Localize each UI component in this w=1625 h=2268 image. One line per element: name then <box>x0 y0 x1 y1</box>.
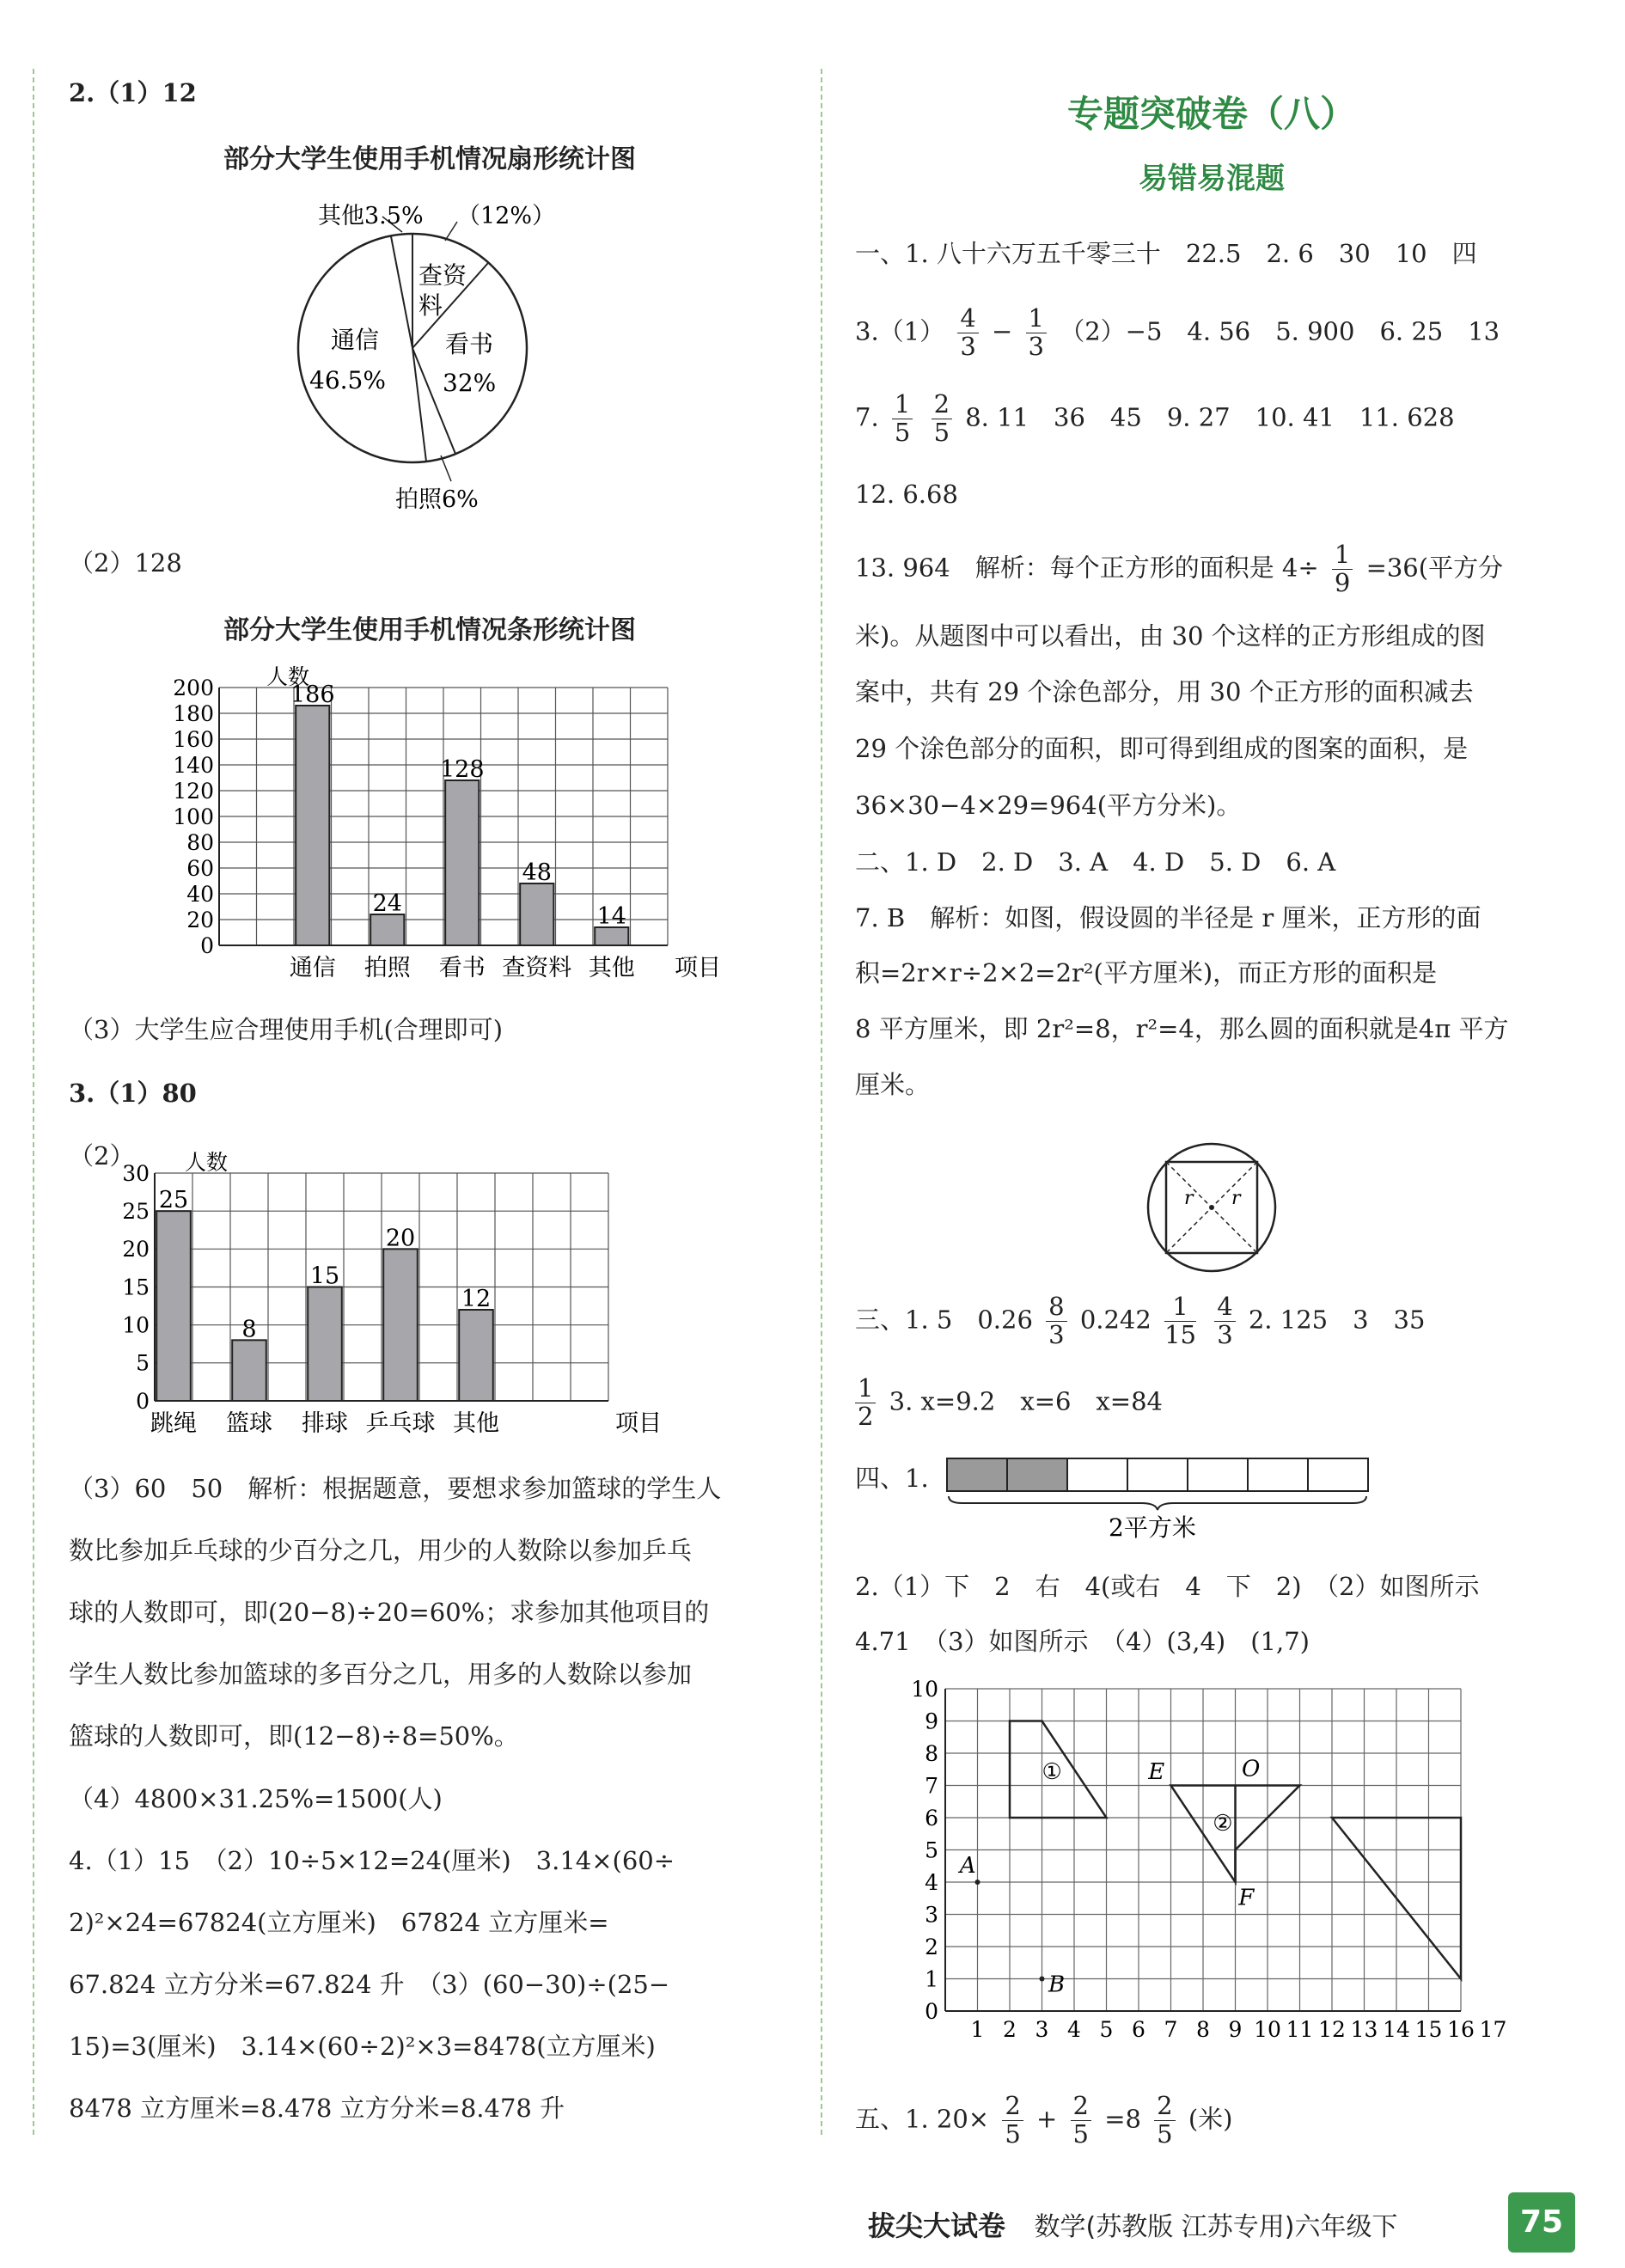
x-tick-label: 6 <box>1132 2017 1145 2042</box>
category-label: 乒乓球 <box>365 1410 436 1437</box>
q4-line-5: 8478 立方厘米=8.478 立方分米=8.478 升 <box>69 2094 565 2123</box>
fraction: $\frac{2}{5}$ <box>1002 2093 1023 2149</box>
q4-line-3: 67.824 立方分米=67.824 升 （3）(60−30)÷(25− <box>69 1970 670 1999</box>
q3-1: 3.（1）80 <box>69 1079 197 1108</box>
bar-data-label: 48 <box>522 859 552 886</box>
x-tick-label: 9 <box>1228 2017 1243 2042</box>
y-tick-label: 8 <box>925 1741 938 1766</box>
left-margin-line <box>33 69 34 2135</box>
bar-data-label: 15 <box>309 1262 340 1290</box>
pie-leader-research <box>445 222 457 241</box>
s2-line5: 厘米。 <box>855 1070 931 1099</box>
x-tick-label: 3 <box>1035 2017 1049 2042</box>
q3-3-line-1: （3）60 50 解析：根据题意，要想求参加篮球的学生人 <box>69 1474 722 1503</box>
pie-chart <box>258 198 602 524</box>
fraction: $\frac{1}{3}$ <box>1026 305 1047 361</box>
section-subtitle: 易错易混题 <box>1139 162 1285 196</box>
radius-label-1: r <box>1184 1188 1194 1209</box>
s1-line8: 29 个涂色部分的面积，即可得到组成的图案的面积，是 <box>855 734 1469 763</box>
s2-line2: 7. B 解析：如图，假设圆的半径是 r 厘米，正方形的面 <box>855 903 1481 932</box>
bar-chart-1 <box>155 649 721 984</box>
x-tick-label: 17 <box>1479 2017 1507 2042</box>
s2-line1: 二、1. D 2. D 3. A 4. D 5. D 6. A <box>855 847 1336 877</box>
y-tick-label: 5 <box>925 1837 938 1863</box>
y-tick-label: 100 <box>173 804 214 829</box>
fraction: $\frac{2}{5}$ <box>1071 2093 1091 2149</box>
point-B <box>1040 1977 1045 1982</box>
fraction: $\frac{8}{3}$ <box>1046 1293 1066 1349</box>
q2-2: （2）128 <box>69 548 182 578</box>
label-O: O <box>1242 1756 1261 1782</box>
s1-line7: 案中，共有 29 个涂色部分，用 30 个正方形的面积减去 <box>855 677 1474 706</box>
s1-line5: 13. 964 解析：每个正方形的面积是 4÷ $\frac{1}{9}$ =36(平方分 <box>855 540 1504 597</box>
s1-line2: 3.（1） $\frac{4}{3}$ − $\frac{1}{3}$ （2）−5 4. 56 5. 900 6. 25 13 <box>855 303 1500 361</box>
pie-label-research-pct: （12%） <box>457 203 556 229</box>
y-tick-label: 0 <box>136 1388 150 1414</box>
bar-chart-1-title: 部分大学生使用手机情况条形统计图 <box>223 615 636 645</box>
pie-label-research-2: 料 <box>418 291 443 320</box>
category-label: 查资料 <box>502 955 572 981</box>
label-F: F <box>1238 1885 1255 1911</box>
y-axis-label: 人数 <box>185 1150 229 1175</box>
s4-line1: 四、1. <box>855 1464 929 1493</box>
x-tick-label: 10 <box>1254 2017 1281 2042</box>
y-tick-label: 80 <box>186 829 214 855</box>
category-label: 篮球 <box>226 1410 272 1437</box>
y-tick-label: 3 <box>925 1902 938 1928</box>
bar <box>459 1310 493 1401</box>
q4-line-1: 4.（1）15 （2）10÷5×12=24(厘米) 3.14×(60÷ <box>69 1846 675 1875</box>
category-label: 排球 <box>302 1410 348 1437</box>
y-tick-label: 7 <box>925 1773 938 1799</box>
bar-data-label: 14 <box>596 903 626 930</box>
radius-label-2: r <box>1231 1188 1241 1209</box>
footer <box>868 2204 1398 2244</box>
bar <box>445 780 479 945</box>
y-tick-label: 9 <box>925 1709 938 1734</box>
bar-chart-2 <box>112 1139 662 1448</box>
category-label: 通信 <box>289 955 336 981</box>
q3-4: （4）4800×31.25%=1500(人) <box>69 1784 443 1813</box>
y-axis-label: 人数 <box>266 664 310 689</box>
s1-line1: 一、1. 八十六万五千零三十 22.5 2. 6 30 10 四 <box>855 239 1477 268</box>
coordinate-grid <box>894 1672 1547 2058</box>
y-tick-label: 25 <box>122 1198 150 1224</box>
label-shape-2: ② <box>1213 1811 1233 1837</box>
pie-label-comm-2: 46.5% <box>309 366 386 394</box>
x-axis-label: 项目 <box>615 1410 662 1437</box>
category-label: 拍照 <box>363 955 411 981</box>
s2-line4: 8 平方厘米，即 2r²=8，r²=4，那么圆的面积就是4π 平方 <box>855 1014 1509 1043</box>
y-tick-label: 180 <box>173 700 214 726</box>
x-tick-label: 8 <box>1196 2017 1210 2042</box>
y-tick-label: 20 <box>122 1237 150 1262</box>
category-label: 跳绳 <box>150 1410 197 1437</box>
y-tick-label: 0 <box>925 1999 938 2024</box>
bar <box>595 927 628 945</box>
x-tick-label: 4 <box>1067 2017 1081 2042</box>
category-label: 其他 <box>453 1410 499 1437</box>
y-tick-label: 40 <box>186 881 214 907</box>
s1-line9: 36×30−4×29=964(平方分米)。 <box>855 791 1242 820</box>
s1-line3: 7. $\frac{1}{5}$ $\frac{2}{5}$ 8. 11 36 45 9. 27 10. 41 11. 628 <box>855 389 1455 447</box>
q3-3-line-2: 数比参加乒乓球的少百分之几，用少的人数除以参加乒乓 <box>69 1536 693 1565</box>
q3-2: （2） <box>69 1141 135 1171</box>
pie-slice-boundary <box>391 236 412 348</box>
s2-line3: 积=2r×r÷2×2=2r²(平方厘米)，而正方形的面积是 <box>855 958 1438 987</box>
bar-data-label: 24 <box>372 890 402 917</box>
bar <box>520 883 553 945</box>
pie-chart-title: 部分大学生使用手机情况扇形统计图 <box>223 144 636 174</box>
x-tick-label: 5 <box>1099 2017 1114 2042</box>
y-tick-label: 60 <box>186 855 214 881</box>
bar <box>232 1340 266 1401</box>
y-tick-label: 140 <box>173 752 214 778</box>
page-number: 75 <box>1508 2192 1575 2253</box>
y-tick-label: 10 <box>911 1677 938 1702</box>
x-tick-label: 2 <box>1003 2017 1017 2042</box>
y-tick-label: 30 <box>122 1160 150 1186</box>
pie-leader-photo <box>441 455 451 481</box>
s4-line3: 4.71 （3）如图所示 （4）(3,4) (1,7) <box>855 1627 1310 1656</box>
y-tick-label: 200 <box>173 675 214 700</box>
y-tick-label: 4 <box>925 1870 938 1895</box>
x-axis-label: 项目 <box>675 955 721 981</box>
q3-3-line-5: 篮球的人数即可，即(12−8)÷8=50%。 <box>69 1721 519 1751</box>
pie-label-other: 其他3.5% <box>318 203 424 229</box>
y-tick-label: 6 <box>925 1806 938 1831</box>
q4-line-4: 15)=3(厘米) 3.14×(60÷2)²×3=8478(立方厘米) <box>69 2032 656 2061</box>
column-divider <box>821 69 822 2135</box>
x-tick-label: 11 <box>1286 2017 1314 2042</box>
bar-data-label: 12 <box>461 1286 492 1312</box>
label-shape-1: ① <box>1042 1759 1062 1785</box>
category-label: 看书 <box>438 955 486 981</box>
footer-text: 数学(苏教版 江苏专用)六年级下 <box>1034 2212 1398 2242</box>
fraction: $\frac{2}{5}$ <box>1154 2093 1175 2149</box>
circle-square-figure <box>1143 1139 1280 1276</box>
y-tick-label: 15 <box>122 1275 150 1300</box>
bar-data-label: 128 <box>439 756 485 783</box>
category-label: 其他 <box>588 955 635 981</box>
y-tick-label: 160 <box>173 726 214 752</box>
x-tick-label: 1 <box>970 2017 985 2042</box>
q4-line-2: 2)²×24=67824(立方厘米) 67824 立方厘米= <box>69 1908 609 1937</box>
bar-data-label: 20 <box>385 1225 416 1252</box>
x-tick-label: 13 <box>1350 2017 1378 2042</box>
label-B: B <box>1048 1972 1066 1998</box>
y-tick-label: 5 <box>136 1350 150 1376</box>
fraction: $\frac{1}{5}$ <box>892 391 913 447</box>
bar-data-label: 186 <box>290 682 335 708</box>
fraction: $\frac{4}{3}$ <box>1214 1293 1235 1349</box>
point-A <box>975 1880 980 1885</box>
section-title: 专题突破卷（八） <box>1066 93 1356 135</box>
y-tick-label: 120 <box>173 778 214 804</box>
bar <box>370 914 404 945</box>
y-tick-label: 2 <box>925 1935 938 1959</box>
y-tick-label: 20 <box>186 907 214 932</box>
pie-label-photo: 拍照6% <box>395 486 479 513</box>
fraction: $\frac{2}{5}$ <box>932 391 952 447</box>
pie-label-comm-1: 通信 <box>331 326 380 354</box>
x-tick-label: 14 <box>1383 2017 1410 2042</box>
bar-data-label: 8 <box>241 1316 257 1343</box>
label-A: A <box>959 1852 976 1879</box>
s3-line2: $\frac{1}{2}$ 3. x=9.2 x=6 x=84 <box>855 1375 1163 1431</box>
label-E: E <box>1148 1759 1165 1785</box>
y-tick-label: 10 <box>122 1312 150 1338</box>
bar-data-label: 25 <box>158 1187 189 1214</box>
y-tick-label: 0 <box>200 932 214 958</box>
bar <box>383 1249 418 1401</box>
x-tick-label: 12 <box>1318 2017 1346 2042</box>
q3-3-line-4: 学生人数比参加篮球的多百分之几，用多的人数除以参加 <box>69 1660 693 1689</box>
fraction: $\frac{4}{3}$ <box>957 305 978 361</box>
q2-1: 2.（1）12 <box>69 78 197 107</box>
pie-label-read-1: 看书 <box>445 330 494 358</box>
q2-3: （3）大学生应合理使用手机(合理即可) <box>69 1015 504 1044</box>
q3-3-line-3: 球的人数即可，即(20−8)÷20=60%；求参加其他项目的 <box>69 1598 710 1627</box>
pie-label-research-1: 查资 <box>418 261 467 290</box>
s1-line6: 米)。从题图中可以看出，由 30 个这样的正方形组成的图 <box>855 621 1486 651</box>
x-tick-label: 7 <box>1164 2017 1178 2042</box>
y-tick-label: 1 <box>925 1966 938 1992</box>
bar <box>296 706 329 945</box>
strip-label: 2平方米 <box>1109 1513 1196 1542</box>
pie-label-read-2: 32% <box>443 369 497 397</box>
s1-line4: 12. 6.68 <box>855 480 958 509</box>
s4-line2: 2.（1）下 2 右 4(或右 4 下 2) （2）如图所示 <box>855 1572 1480 1601</box>
fraction: $\frac{1}{2}$ <box>855 1375 876 1431</box>
footer-brand: 拔尖大试卷 <box>868 2210 1006 2242</box>
fraction: $\frac{1}{15}$ <box>1164 1292 1196 1349</box>
x-tick-label: 15 <box>1414 2017 1443 2042</box>
bar <box>156 1211 191 1401</box>
fraction: $\frac{1}{9}$ <box>1332 541 1353 597</box>
bar <box>308 1287 342 1402</box>
s5-line1: 五、1. 20× $\frac{2}{5}$ + $\frac{2}{5}$ =8 $\frac{2}{5}$ (米) <box>855 2091 1233 2149</box>
x-tick-label: 16 <box>1447 2017 1475 2042</box>
area-strip <box>945 1457 1375 1543</box>
s3-line1: 三、1. 5 0.26 $\frac{8}{3}$ 0.242 $\frac{1}{15}$ $\frac{4}{3}$ 2. 125 3 35 <box>855 1292 1426 1349</box>
